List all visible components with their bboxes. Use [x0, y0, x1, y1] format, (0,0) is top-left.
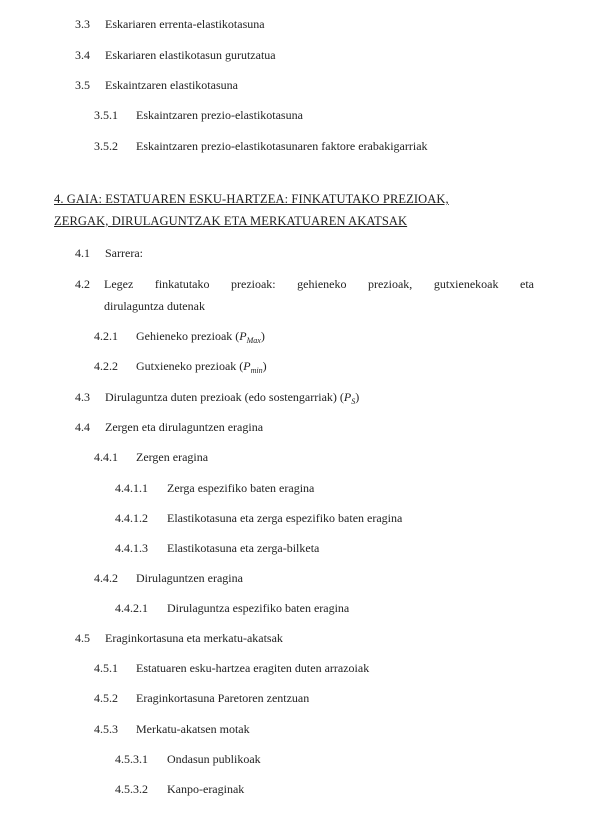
toc-label-text: Gehieneko prezioak (: [136, 329, 240, 343]
toc-label: Eskaintzaren prezio-elastikotasunaren faktore erabakigarriak: [136, 139, 428, 153]
toc-label: Ondasun publikoak: [167, 752, 261, 766]
toc-label: Kanpo-eraginak: [167, 782, 245, 796]
toc-number: 4.4.1: [94, 450, 118, 464]
toc-label-text: Gutxieneko prezioak (: [136, 359, 244, 373]
toc-label: Elastikotasuna eta zerga-bilketa: [167, 541, 320, 555]
toc-number: 4.4.2.1: [115, 601, 148, 615]
toc-number: 3.5.2: [94, 139, 118, 153]
toc-label: Zergen eta dirulaguntzen eragina: [105, 420, 264, 434]
toc-label: Zergen eragina: [136, 450, 209, 464]
toc-word: finkatutako: [154, 277, 210, 291]
toc-number: 4.5: [75, 631, 90, 645]
toc-word: gehieneko: [297, 277, 347, 291]
price-symbol: P: [239, 329, 247, 343]
price-symbol: P: [243, 359, 251, 373]
toc-label-line-2: dirulaguntza dutenak: [104, 299, 205, 313]
toc-label: Dirulaguntzen eragina: [136, 571, 243, 585]
toc-label: Eskaintzaren prezio-elastikotasuna: [136, 108, 303, 122]
toc-number: 3.3: [75, 17, 90, 31]
toc-label: [136, 358, 267, 379]
price-symbol: P: [343, 390, 352, 404]
chapter-heading-line-2: ZERGAK, DIRULAGUNTZAK ETA MERKATUAREN AKATSAK: [54, 214, 408, 228]
toc-word: eta: [520, 277, 534, 291]
toc-label: Elastikotasuna eta zerga espezifiko baten eragina: [167, 511, 403, 525]
toc-word: prezioak,: [368, 277, 413, 291]
toc-label: Eskaintzaren elastikotasuna: [105, 78, 238, 92]
toc-word: prezioak:: [231, 277, 276, 291]
toc-label: Eskariaren elastikotasun gurutzatua: [105, 48, 276, 62]
toc-label: Eraginkortasuna Paretoren zentzuan: [136, 691, 310, 705]
toc-number: 4.4: [75, 420, 90, 434]
closing-paren: ): [260, 329, 265, 343]
toc-number: 4.5.1: [94, 661, 118, 675]
toc-entry-4-2: [104, 276, 534, 314]
toc-number: 4.5.3.1: [115, 752, 148, 766]
toc-label: Dirulaguntza espezifiko baten eragina: [167, 601, 350, 615]
toc-number: 3.4: [75, 48, 90, 62]
toc-word: Legez: [104, 277, 134, 291]
chapter-heading-line-1: 4. GAIA: ESTATUAREN ESKU-HARTZEA: FINKATUTAKO PREZIOAK,: [54, 192, 449, 206]
toc-number: 4.4.1.3: [115, 541, 148, 555]
toc-label-text: Dirulaguntza duten prezioak (edo sostengarriak) (: [105, 390, 344, 404]
toc-number: 3.5: [75, 78, 90, 92]
price-subscript: S: [351, 397, 356, 406]
toc-number: 4.5.3: [94, 722, 118, 736]
toc-label: [136, 328, 265, 349]
toc-label: Merkatu-akatsen motak: [136, 722, 250, 736]
toc-number: 4.2.1: [94, 329, 118, 343]
toc-number: 3.5.1: [94, 108, 118, 122]
toc-word: gutxienekoak: [433, 277, 499, 291]
toc-number: 4.4.1.2: [115, 511, 148, 525]
toc-label: Estatuaren esku-hartzea eragiten duten arrazoiak: [136, 661, 370, 675]
price-subscript: Max: [246, 336, 261, 345]
toc-number: 4.1: [75, 246, 90, 260]
toc-label: Eskariaren errenta-elastikotasuna: [105, 17, 265, 31]
closing-paren: ): [262, 359, 267, 373]
toc-label: Sarrera:: [105, 246, 143, 260]
toc-label: Zerga espezifiko baten eragina: [167, 481, 315, 495]
toc-number: 4.5.2: [94, 691, 118, 705]
toc-number: 4.4.2: [94, 571, 118, 585]
toc-label-justified-line: [104, 276, 534, 292]
toc-number: 4.2: [75, 277, 90, 291]
toc-number: 4.2.2: [94, 359, 118, 373]
closing-paren: ): [355, 390, 360, 404]
toc-number: 4.4.1.1: [115, 481, 148, 495]
toc-label: [105, 389, 359, 410]
toc-number: 4.5.3.2: [115, 782, 148, 796]
toc-number: 4.3: [75, 390, 90, 404]
price-subscript: min: [250, 366, 263, 375]
toc-label: Eraginkortasuna eta merkatu-akatsak: [105, 631, 283, 645]
